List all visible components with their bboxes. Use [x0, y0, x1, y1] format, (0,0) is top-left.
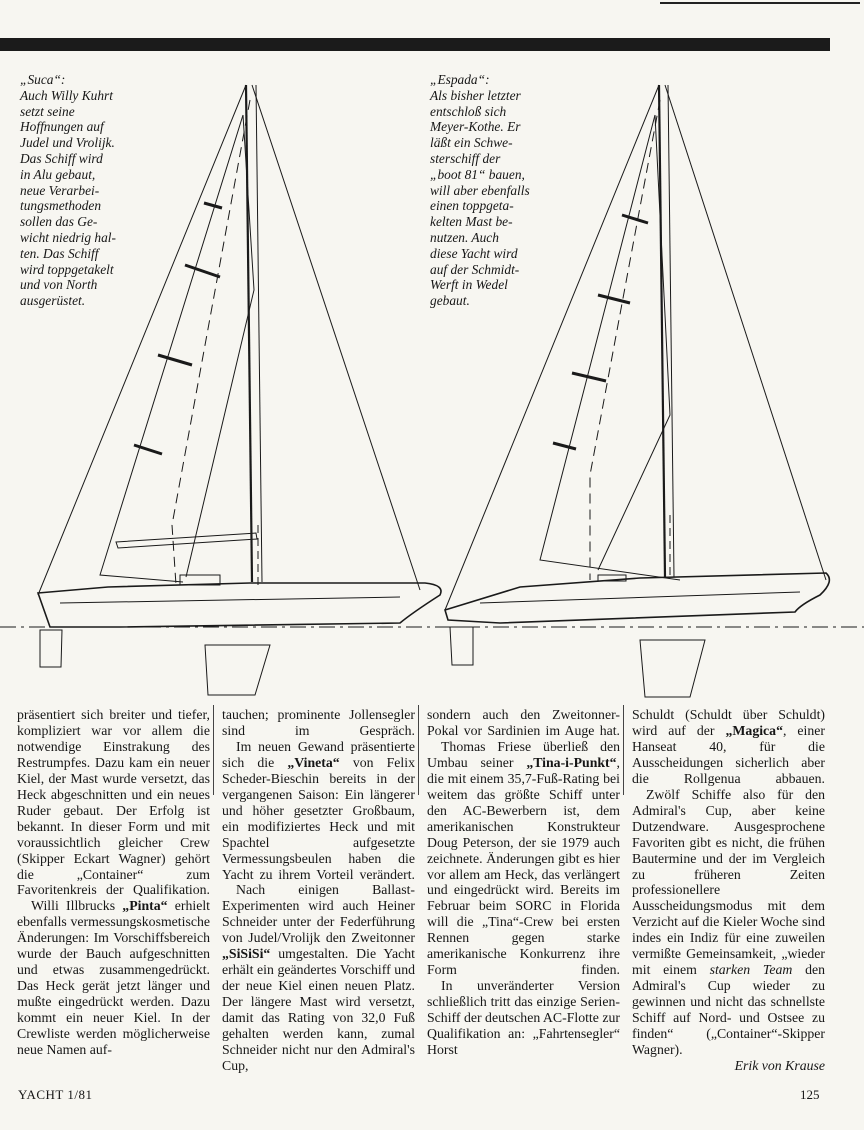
text: , einer Hanseat 40, für die Ausscheidungen sicherlich aber die Rollgenua abbauen. [632, 722, 825, 786]
text: , die mit einem 35,7-Fuß-Rating bei weitem das größte Schiff unter den AC-Bewerbern ist, dem amerikanischen Konstrukteur Doug Peterson, der sie 1979 auch zeichnete. Änderungen gibt es hier vor allem am Heck, das verlängert und eingedrückt wird. Bereits im Februar beim SORC in Florida will die „Tina“-Crew bei ersten Rennen gegen starke amerikanische Konkurrenz ihre Form finden. [427, 754, 620, 978]
text: von Felix Scheder-Bieschin bereits in der vergangenen Saison: Ein längerer und höher gesetzter Großbaum, ein modifiziertes Heck und mit Spachtel aufgesetzte Vermessungsbeulen haben die Yacht zu ihrem Vorteil verändert. [222, 754, 415, 882]
caption-espada: „Espada“: Als bisher letzter entschloß sich Meyer-Kothe. Er läßt ein Schwe- sterschiff der „boot 81“ bauen, will aber ebenfalls einen toppgeta- kelten Mast be- nutzen. Auch diese Yacht wird auf der Schmidt- Werft in Wedel gebaut. [430, 72, 530, 309]
author-signature: Erik von Krause [734, 1057, 825, 1073]
column-divider [623, 705, 624, 795]
boat-name: „SiSiSi“ [222, 946, 271, 962]
page-number: 125 [800, 1087, 820, 1102]
header-bar [0, 38, 830, 51]
text: Willi Illbrucks [31, 898, 123, 914]
text: Im neuen Gewand präsentierte sich die [222, 738, 415, 770]
text: umgestalten. Die Yacht erhält ein geändertes Vorschiff und der neue Kiel einen neuen Platz. Der längere Mast wird versetzt, damit das Rating von 32,0 Fuß gehalten werden kann, zumal Schneider nicht nur den Admiral's Cup, [222, 946, 415, 1073]
paragraph: sondern auch den Zweitonner-Pokal vor Sardinien im Auge hat. [427, 707, 620, 738]
text: Zwölf Schiffe also für den Admiral's Cup, aber keine Dutzendware. Ausgesprochene Favoriten gibt es nicht, die frühen Bautermine und der im Vergleich zu früheren Zeiten professionellere Ausscheidungsmodus mit dem Verzicht auf die Kieler Woche sind indes ein Indiz für eine zuweilen vermißte Gemeinsamkeit, „wieder mit einem [632, 786, 825, 978]
top-edge-line [660, 2, 860, 4]
paragraph: präsentiert sich breiter und tiefer, kompliziert war vor allem die notwendige Einstrakung des Restrumpfes. Dazu kam ein neuer Kiel, der Mast wurde versetzt, das Heck abgeschnitten und ein neues Ruder gebaut. Der Erfolg ist bekannt. In dieser Form und mit voraussichtlich gleicher Crew (Skipper Eckart Wagner) gehört die „Container“ zum Favoritenkreis der Qualifikation. [17, 707, 210, 898]
paragraph [222, 739, 415, 883]
column-divider [418, 705, 419, 795]
text: Thomas Friese überließ den Umbau seiner [427, 738, 620, 770]
paragraph [632, 787, 825, 1058]
boat-name: „Tina-i-Punkt“ [526, 754, 617, 770]
paragraph [427, 739, 620, 978]
paragraph [222, 882, 415, 1073]
article-column-4 [632, 707, 825, 1074]
boat-name: „Vineta“ [287, 754, 340, 770]
paragraph [632, 707, 825, 787]
text: erhielt ebenfalls vermessungskosmetische Änderungen: Im Vorschiffsbereich wurde der Bauch aufgeschnitten und etwas zusammengedrückt. Das Heck gerät jetzt länger und mußte eingedrückt werden. Dazu kommt ein neuer Kiel. In der Crewliste werden möglicherweise neue Namen auf- [17, 898, 210, 1058]
boat-name: „Pinta“ [122, 898, 168, 914]
text: den Admiral's Cup wieder zu gewinnen und nicht das schnellste Schiff auf Nord- und Ostsee zu finden“ („Container“-Skipper Wagner). [632, 962, 825, 1058]
paragraph: tauchen; prominente Jollensegler sind im Gespräch. [222, 707, 415, 738]
article-column-3 [427, 707, 620, 1058]
paragraph [17, 898, 210, 1058]
article-column-1 [17, 707, 210, 1058]
caption-suca: „Suca“: Auch Willy Kuhrt setzt seine Hoffnungen auf Judel und Vrolijk. Das Schiff wird in Alu gebaut, neue Verarbei- tungsmethoden sollen das Ge- wicht niedrig hal- ten. Das Schiff wird toppgetakelt und von North ausgerüstet. [20, 72, 116, 309]
boat-name: „Magica“ [725, 722, 783, 738]
magazine-issue: YACHT 1/81 [18, 1087, 93, 1102]
column-divider [213, 705, 214, 795]
article-column-2 [222, 707, 415, 1074]
text: Schuldt (Schuldt über Schuldt) wird auf der [632, 707, 825, 738]
emphasis: starken Team [709, 962, 793, 978]
paragraph: In unveränderter Version schließlich tritt das einzige Serien-Schiff der deutschen AC-Flotte zur Qualifikation an: „Fahrtensegler“ Horst [427, 978, 620, 1058]
text: Nach einigen Ballast-Experimenten wird auch Heiner Schneider unter der Federführung von Judel/Vrolijk den Zweitonner [222, 882, 415, 946]
